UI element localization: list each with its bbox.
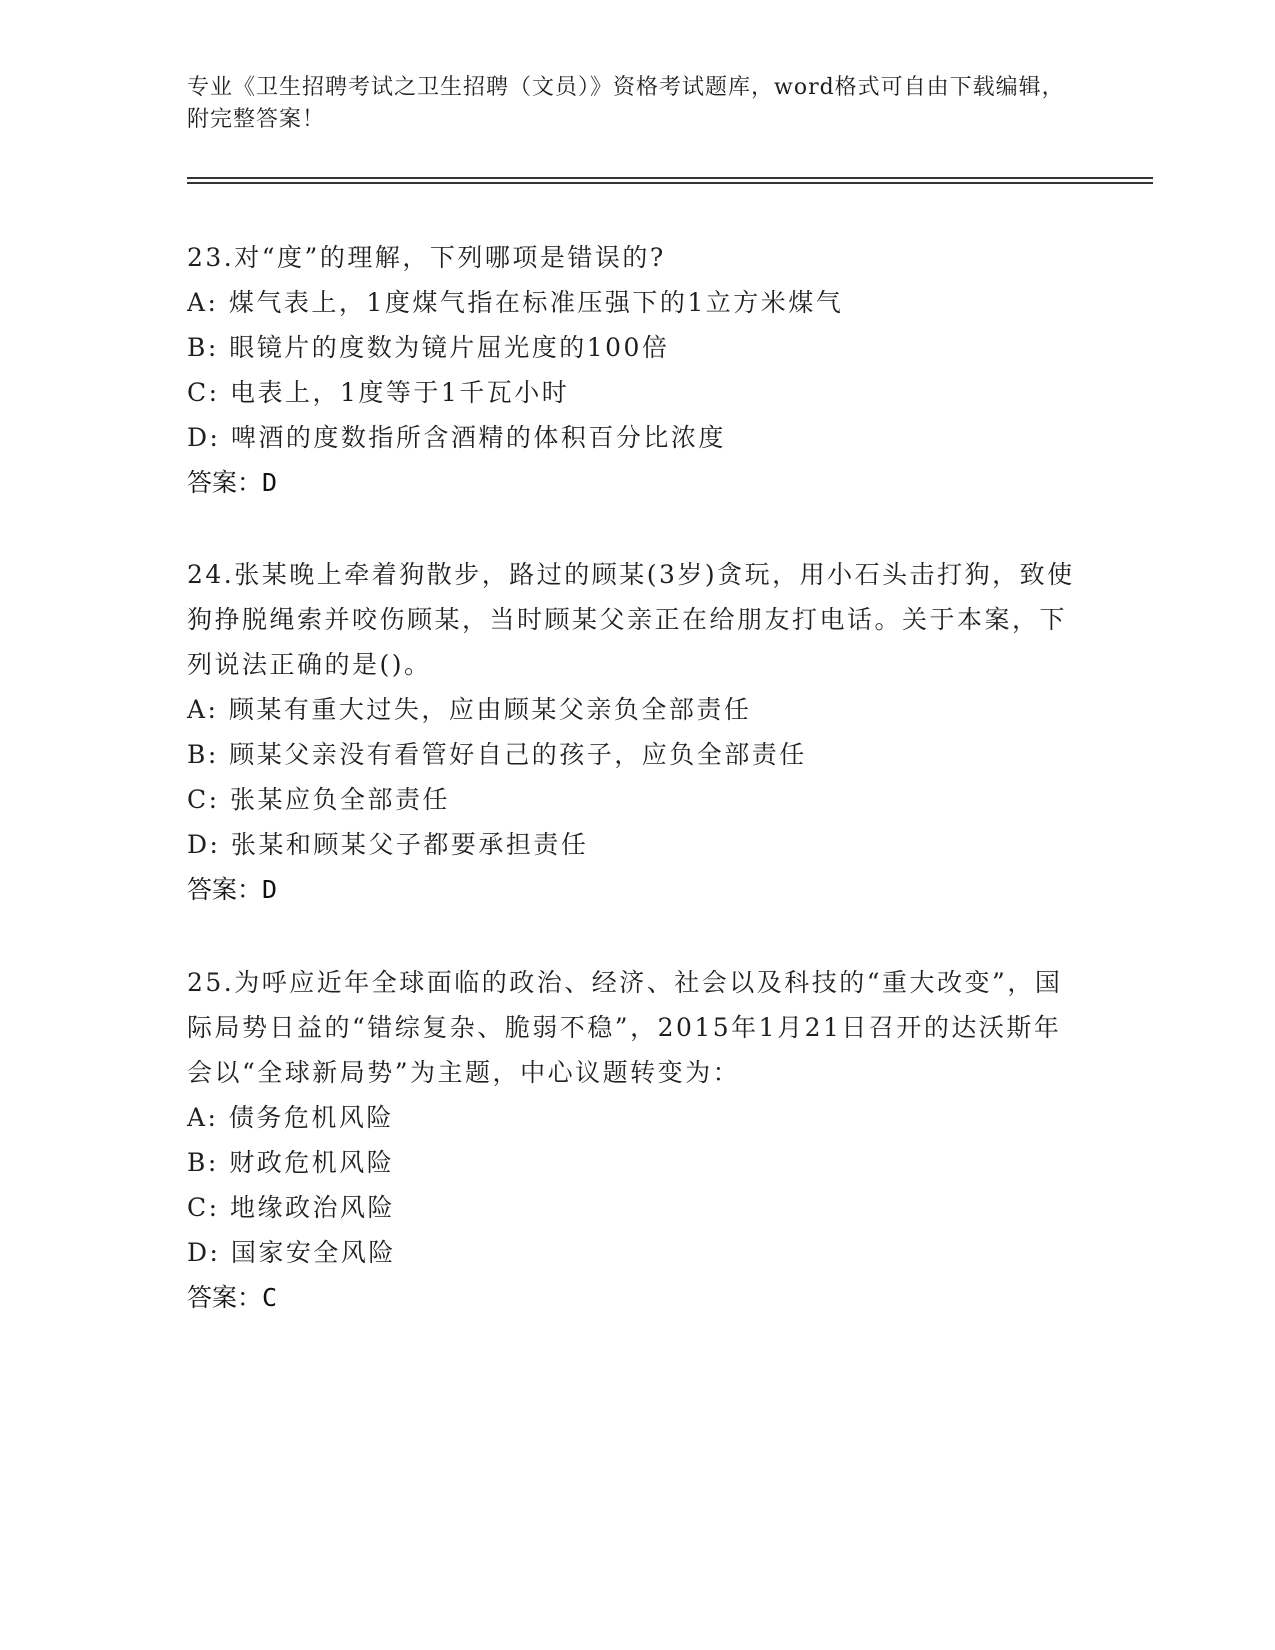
- option-b: B: 顾某父亲没有看管好自己的孩子，应负全部责任: [187, 740, 807, 769]
- question-stem: 25.为呼应近年全球面临的政治、经济、社会以及科技的“重大改变”，国际局势日益的“错综复杂、脆弱不稳”，2015年1月21日召开的达沃斯年会以“全球新局势”为主题，中心议题转变为：: [187, 968, 1063, 1087]
- option-b: B: 眼镜片的度数为镜片屈光度的100倍: [187, 333, 670, 362]
- option-c: C: 电表上，1度等于1千瓦小时: [187, 378, 570, 407]
- question-stem: 23.对“度”的理解，下列哪项是错误的?: [187, 243, 666, 272]
- header-divider-top: [187, 177, 1153, 179]
- answer: 答案：D: [187, 468, 278, 497]
- question-23: [187, 235, 1087, 505]
- question-stem: 24.张某晚上牵着狗散步，路过的顾某(3岁)贪玩，用小石头击打狗，致使狗挣脱绳索并咬伤顾某，当时顾某父亲正在给朋友打电话。关于本案，下列说法正确的是()。: [187, 560, 1075, 679]
- option-b: B: 财政危机风险: [187, 1148, 395, 1177]
- option-a: A: 煤气表上，1度煤气指在标准压强下的1立方米煤气: [187, 288, 844, 317]
- option-a: A: 债务危机风险: [187, 1103, 394, 1132]
- option-d: D: 张某和顾某父子都要承担责任: [187, 830, 589, 859]
- option-c: C: 地缘政治风险: [187, 1193, 395, 1222]
- option-a: A: 顾某有重大过失，应由顾某父亲负全部责任: [187, 695, 752, 724]
- option-d: D: 国家安全风险: [187, 1238, 396, 1267]
- question-25: [187, 960, 1087, 1320]
- answer: 答案：D: [187, 875, 278, 904]
- answer: 答案：C: [187, 1283, 278, 1312]
- question-24: [187, 552, 1087, 912]
- option-d: D: 啤酒的度数指所含酒精的体积百分比浓度: [187, 423, 726, 452]
- option-c: C: 张某应负全部责任: [187, 785, 450, 814]
- document-intro: 专业《卫生招聘考试之卫生招聘（文员）》资格考试题库，word格式可自由下载编辑，附完整答案！: [187, 75, 1065, 132]
- header-divider-bottom: [187, 182, 1153, 184]
